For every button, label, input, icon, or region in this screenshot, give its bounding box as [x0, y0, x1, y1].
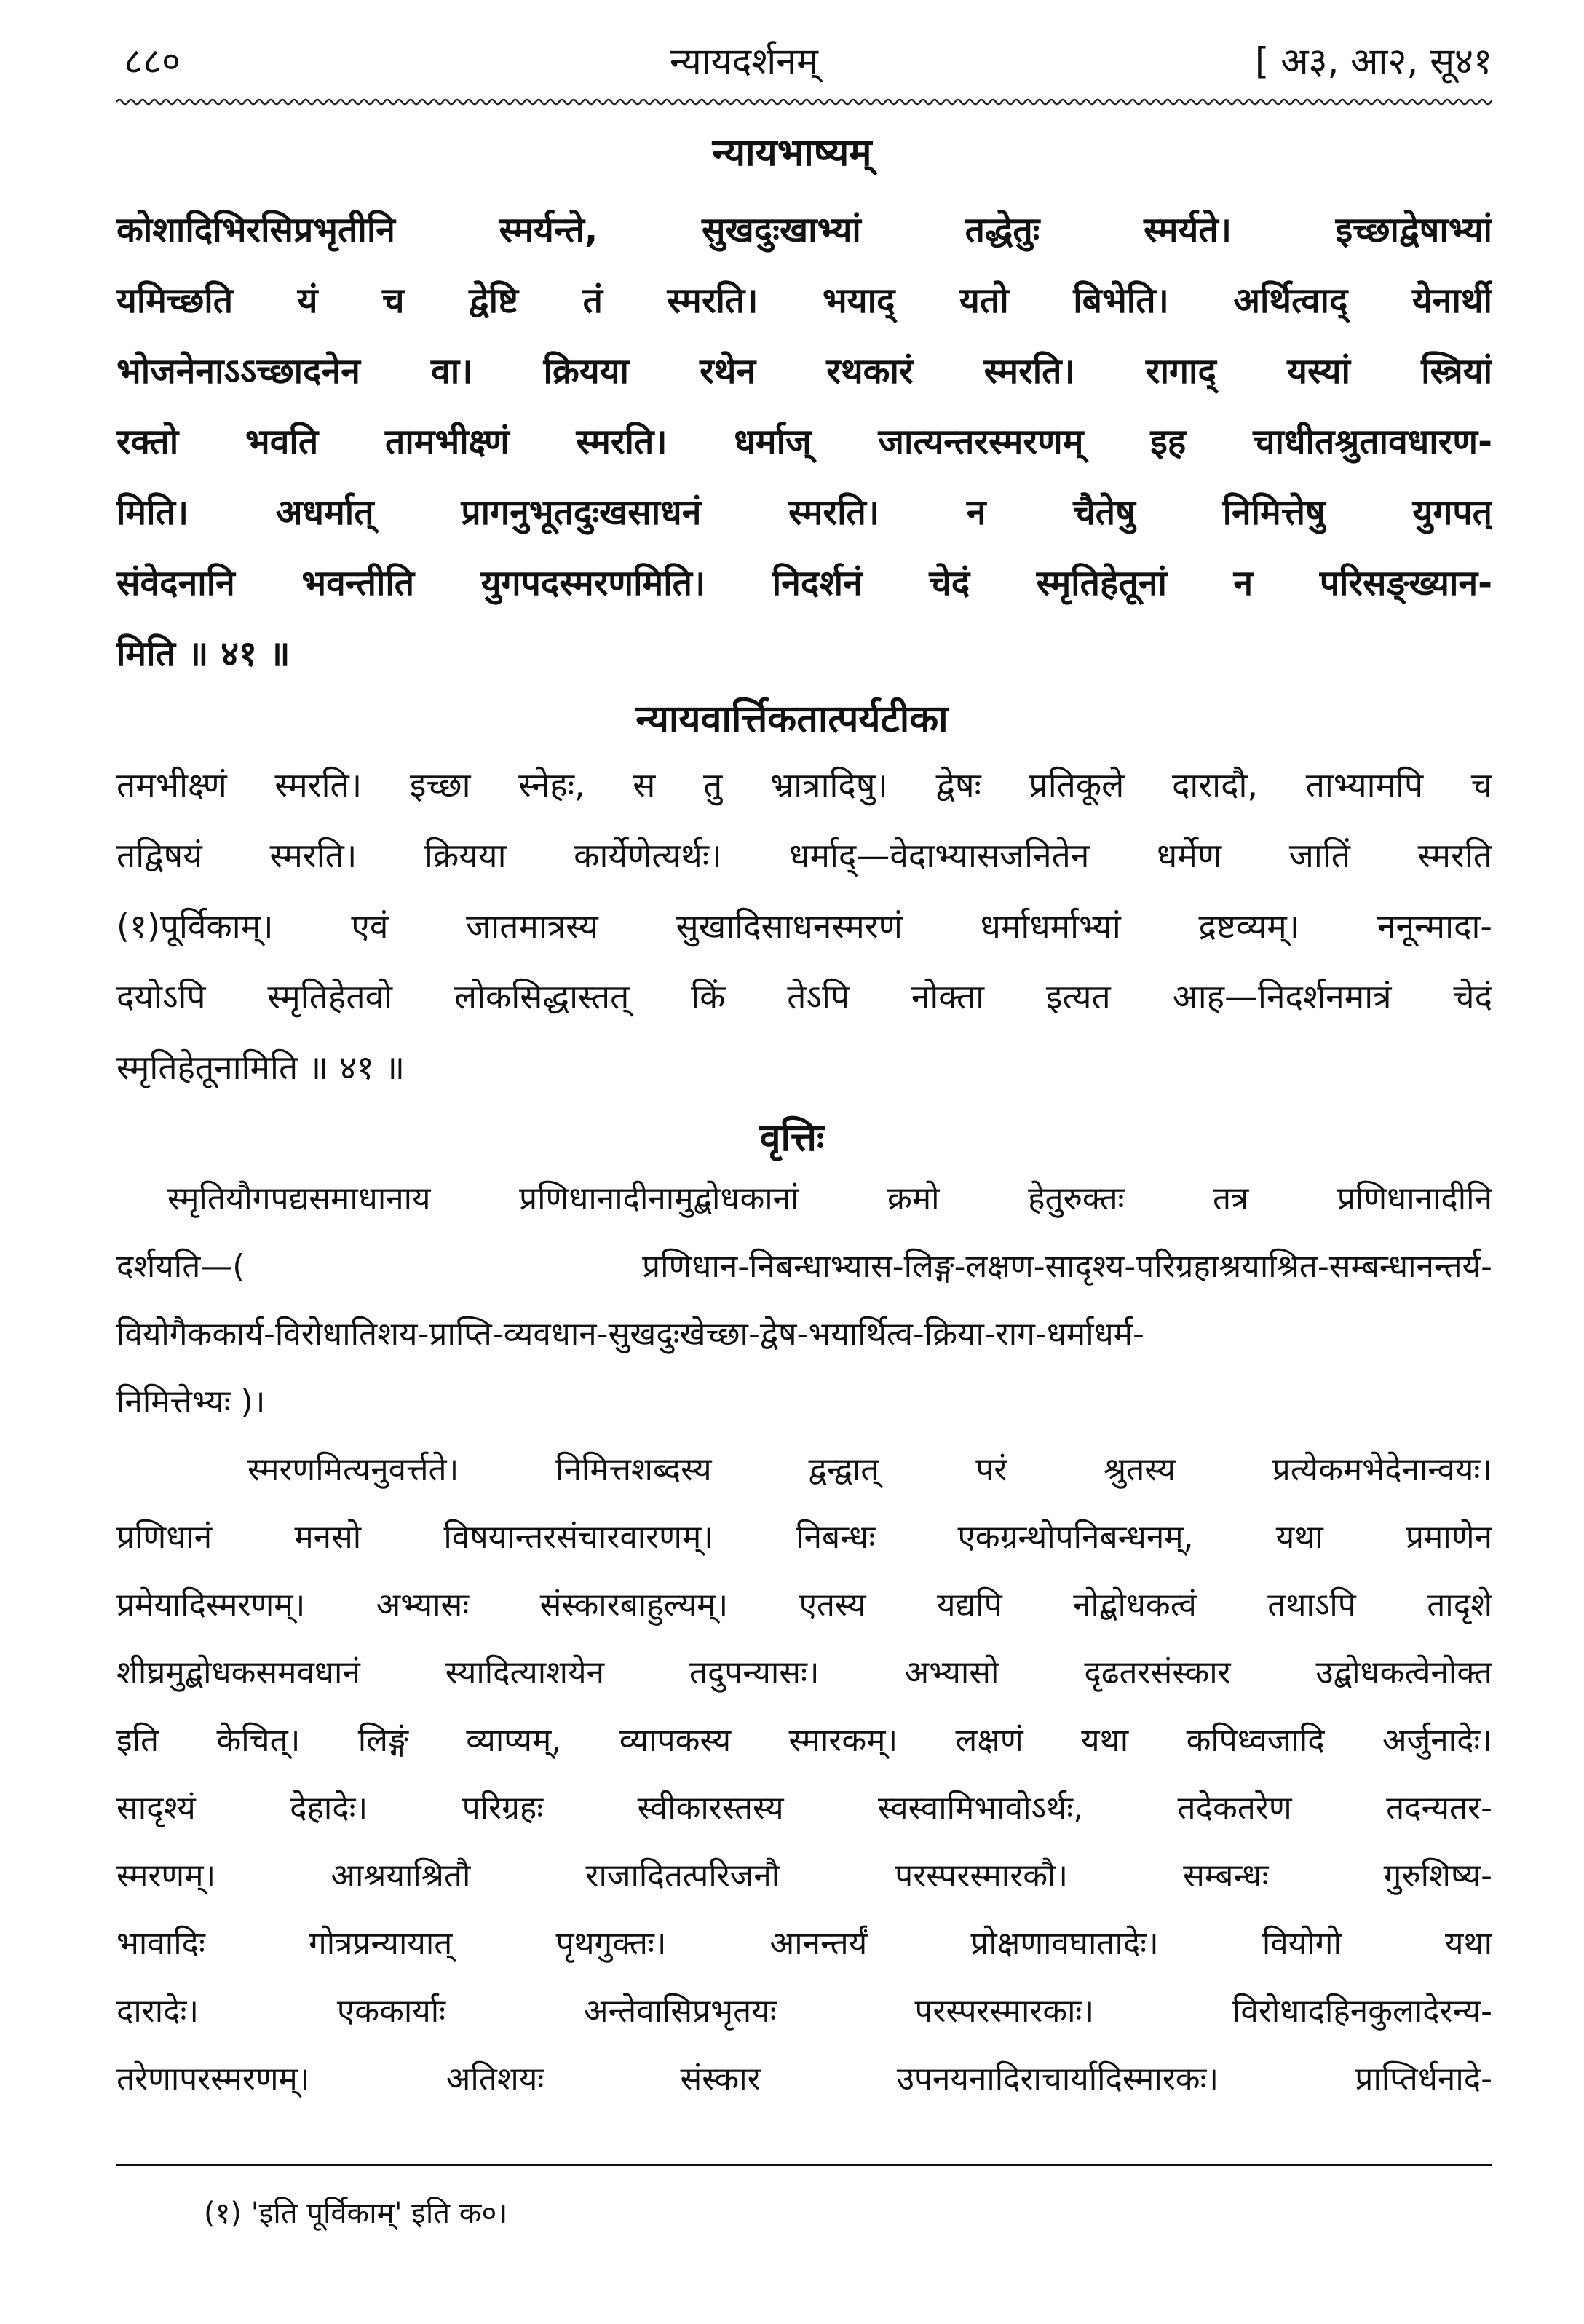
- vritti-line: स्मरणमित्यनुवर्त्तते। निमित्तशब्दस्य द्वन्द्वात् परं श्रुतस्य प्रत्येकमभेदेनान्वयः।: [248, 1451, 1492, 1488]
- vritti-line: स्मरणम्। आश्रयाश्रितौ राजादितत्परिजनौ परस्परस्मारकौ। सम्बन्धः गुरुशिष्य-: [116, 1857, 1492, 1894]
- bhashya-line: रक्तो भवति तामभीक्ष्णं स्मरति। धर्माज् जात्यन्तरस्मरणम् इह चाधीतश्रुतावधारण-: [116, 422, 1492, 462]
- tika-line: तमभीक्ष्णं स्मरति। इच्छा स्नेहः, स तु भ्रात्रादिषु। द्वेषः प्रतिकूले दारादौ, ताभ्यामपि च: [116, 765, 1492, 805]
- tika-line: (१)पूर्विकाम्। एवं जातमात्रस्य सुखादिसाधनस्मरणं धर्माधर्माभ्यां द्रष्टव्यम्। ननून्मादा-: [116, 906, 1492, 946]
- vritti-line: प्रणिधानं मनसो विषयान्तरसंचारवारणम्। निबन्धः एकग्रन्थोपनिबन्धनम्, यथा प्रमाणेन: [116, 1519, 1492, 1556]
- vritti-text: [116, 1165, 1492, 2113]
- bhashya-line: कोशादिभिरसिप्रभृतीनि स्मर्यन्ते, सुखदुःखाभ्यां तद्धेतुः स्मर्यते। इच्छाद्वेषाभ्यां: [116, 210, 1492, 250]
- tika-line: दयोऽपि स्मृतिहेतवो लोकसिद्धास्तत् किं तेऽपि नोक्ता इत्यत आह—निदर्शनमात्रं चेदं: [116, 977, 1492, 1016]
- tika-line: स्मृतिहेतूनामिति ॥ ४१ ॥: [116, 1048, 405, 1087]
- vritti-line: प्रमेयादिस्मरणम्। अभ्यासः संस्कारबाहुल्यम्। एतस्य यद्यपि नोद्बोधकत्वं तथाऽपि तादृशे: [116, 1586, 1492, 1624]
- vritti-line: स्मृतियौगपद्यसमाधानाय प्रणिधानादीनामुद्बोधकानां क्रमो हेतुरुक्तः तत्र प्रणिधानादीनि: [167, 1180, 1492, 1217]
- vritti-line: सादृश्यं देहादेः। परिग्रहः स्वीकारस्तस्य स्वस्वामिभावोऽर्थः, तदेकतरेण तदन्यतर-: [116, 1790, 1492, 1827]
- bhashya-line: यमिच्छति यं च द्वेष्टि तं स्मरति। भयाद् यतो बिभेति। अर्थित्वाद् येनार्थी: [116, 280, 1492, 321]
- vritti-heading: वृत्तिः: [759, 1116, 825, 1160]
- bhashya-line: मिति। अधर्मात् प्रागनुभूतदुःखसाधनं स्मरति। न चैतेषु निमित्तेषु युगपत्: [116, 492, 1492, 533]
- bhashya-line: संवेदनानि भवन्तीति युगपदस्मरणमिति। निदर्शनं चेदं स्मृतिहेतूनां न परिसङ्ख्यान-: [116, 563, 1492, 604]
- section-reference: [ अ३, आ२, सू४१: [1254, 40, 1492, 82]
- vritti-line: वियोगैककार्य-विरोधातिशय-प्राप्ति-व्यवधान-सुखदुःखेच्छा-द्वेष-भयार्थित्व-क्रिया-राग-धर्माधर्म-: [116, 1316, 1144, 1353]
- vritti-line: शीघ्रमुद्बोधकसमवधानं स्यादित्याशयेन तदुपन्यासः। अभ्यासो दृढतरसंस्कार उद्बोधकत्वेनोक्त: [116, 1654, 1492, 1691]
- bhashya-line: मिति ॥ ४१ ॥: [116, 633, 290, 674]
- bhashya-text: [116, 195, 1492, 689]
- vritti-line: निमित्तेभ्यः )।: [116, 1383, 266, 1420]
- header-wavy-rule: [116, 95, 1492, 109]
- tika-text: [116, 750, 1492, 1103]
- tika-heading: न्यायवार्त्तिकतात्पर्यटीका: [635, 697, 949, 741]
- vritti-line: दारादेः। एककार्याः अन्तेवासिप्रभृतयः परस्परस्मारकाः। विरोधादहिनकुलादेरन्य-: [116, 1993, 1492, 2030]
- vritti-line: भावादिः गोत्रप्रन्यायात् पृथगुक्तः। आनन्तर्यं प्रोक्षणावघातादेः। वियोगो यथा: [116, 1925, 1492, 1962]
- vritti-line: दर्शयति—( प्रणिधान-निबन्धाभ्यास-लिङ्ग-लक्षण-सादृश्य-परिग्रहाश्रयाश्रित-सम्बन्धानन्तर्य-: [116, 1248, 1492, 1285]
- tika-line: तद्विषयं स्मरति। क्रियया कार्येणेत्यर्थः। धर्माद्—वेदाभ्यासजनितेन धर्मेण जातिं स्मरति: [116, 836, 1492, 875]
- page-header: [116, 35, 1492, 100]
- vritti-line: इति केचित्। लिङ्गं व्याप्यम्, व्यापकस्य स्मारकम्। लक्षणं यथा कपिध्वजादि अर्जुनादेः।: [116, 1722, 1492, 1759]
- footnote: (१) 'इति पूर्विकाम्' इति क०।: [204, 2197, 508, 2230]
- footnote-rule: [116, 2164, 1492, 2166]
- bhashya-heading: न्यायभाष्यम्: [712, 131, 872, 175]
- running-title: न्यायदर्शनम्: [670, 40, 818, 82]
- page-number: ८८०: [124, 40, 181, 82]
- vritti-line: तरेणापरस्मरणम्। अतिशयः संस्कार उपनयनादिराचार्यादिस्मारकः। प्राप्तिर्धनादे-: [116, 2060, 1492, 2098]
- bhashya-line: भोजनेनाऽऽच्छादनेन वा। क्रियया रथेन रथकारं स्मरति। रागाद् यस्यां स्त्रियां: [116, 351, 1492, 392]
